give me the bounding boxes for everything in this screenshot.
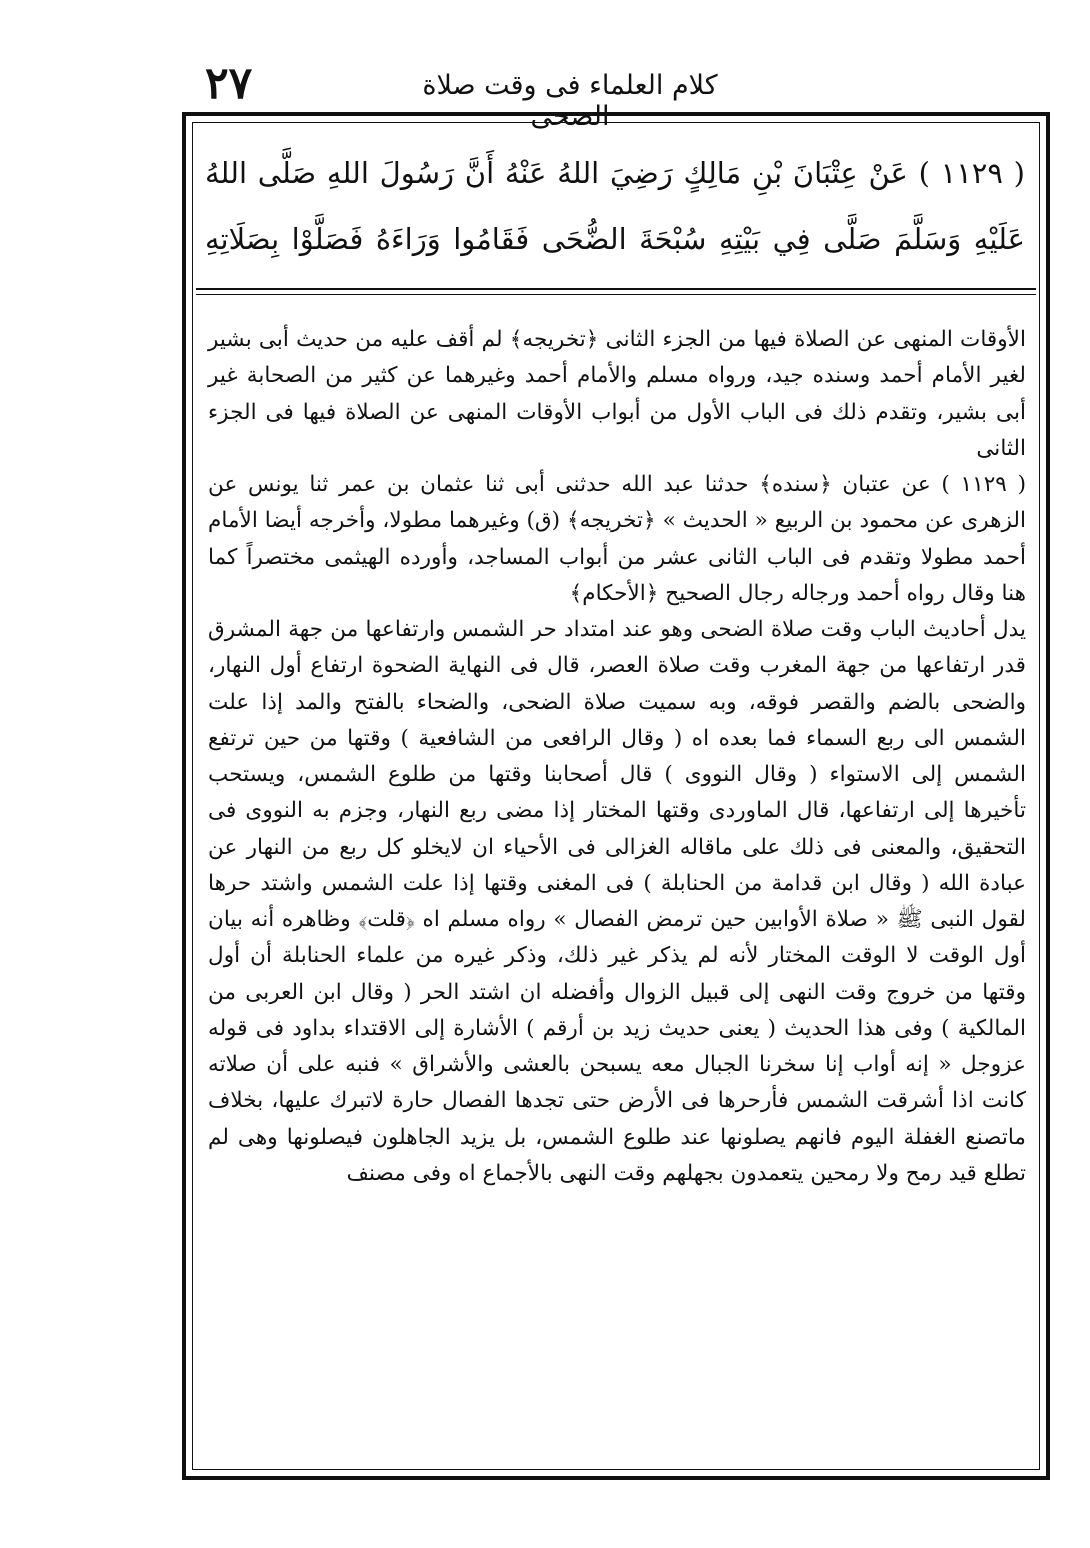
hadith-line-1: ( ١١٢٩ ) عَنْ عِتْبَانَ بْنِ مَالِكٍ رَضِيَ اللهُ عَنْهُ أَنَّ رَسُولَ اللهِ صَلَّى اللهُ <box>205 156 1025 190</box>
hadith-text <box>205 140 1025 272</box>
running-title: كلام العلماء فى وقت صلاة الضحى <box>422 70 718 132</box>
commentary-paragraph-3: يدل أحاديث الباب وقت صلاة الضحى وهو عند امتداد حر الشمس وارتفاعها من جهة المشرق قدر ارتفاعها من جهة المغرب وقت صلاة العصر، قال فى النهاية الضحوة ارتفاع أول النهار، والضحى بالضم والقصر فوقه، وبه سميت صلاة الضحى، والضحاء بالفتح والمد إذا علت الشمس الى ربع السماء فما بعده اه ( وقال الرافعى من الشافعية ) وقتها من حين ترتفع الشمس إلى الاستواء ( وقال النووى ) قال أصحابنا وقتها من طلوع الشمس، ويستحب تأخيرها إلى ارتفاعها، قال الماوردى وقتها المختار إذا مضى ربع النهار، وجزم به النووى فى التحقيق، والمعنى فى ذلك على ماقاله الغزالى فى الأحياء ان لايخلو كل ربع من النهار عن عبادة الله ( وقال ابن قدامة من الحنابلة ) فى المغنى وقتها إذا علت الشمس واشتد حرها لقول النبى ﷺ « صلاة الأوابين حين ترمض الفصال » رواه مسلم اه ﴿قلت﴾ وظاهره أنه بيان أول الوقت لا الوقت المختار لأنه لم يذكر غير ذلك، وذكر غيره من علماء الحنابلة أن أول وقتها من خروج وقت النهى إلى قبيل الزوال وأفضله ان اشتد الحر ( وقال ابن العربى من المالكية ) وفى هذا الحديث ( يعنى حديث زيد بن أرقم ) الأشارة إلى الاقتداء بداود فى قوله عزوجل « إنه أواب إنا سخرنا الجبال معه يسبحن بالعشى والأشراق » فنبه على أن صلاته كانت اذا أشرقت الشمس فأرحرها فى الأرض حتى تجدها الفصال حارة لاتبرك عليها، بخلاف ماتصنع الغفلة اليوم فانهم يصلونها عند طلوع الشمس، بل يزيد الجاهلون فيصلونها وهى لم تطلع قيد رمح ولا رمحين يتعمدون بجهلهم وقت النهى بالأجماع اه وفى مصنف <box>208 617 1026 1186</box>
section-divider-thin <box>196 294 1036 295</box>
hadith-line-2: عَلَيْهِ وَسَلَّمَ صَلَّى فِي بَيْتِهِ سُبْحَةَ الضُّحَى فَقَامُوا وَرَاءَهُ فَصَلَّوْا بِصَلَاتِهِ <box>205 222 1025 256</box>
commentary-paragraph-2: ( ١١٢٩ ) عن عتبان ﴿سنده﴾ حدثنا عبد الله حدثنى أبى ثنا عثمان بن عمر ثنا يونس عن الزهرى عن محمود بن الربيع « الحديث » ﴿تخريجه﴾ (ق) وغيرهما مطولا، وأخرجه أيضا الأمام أحمد مطولا وتقدم فى الباب الثانى عشر من أبواب المساجد، وأورده الهيثمى مختصراً كما هنا وقال رواه أحمد ورجاله رجال الصحيح ﴿الأحكام﴾ <box>208 472 1026 606</box>
page-number: ٢٧ <box>205 58 253 109</box>
commentary-body <box>208 322 1026 1192</box>
section-divider <box>196 288 1036 290</box>
commentary-paragraph-1: الأوقات المنهى عن الصلاة فيها من الجزء الثانى ﴿تخريجه﴾ لم أقف عليه من حديث أبى بشير لغير الأمام أحمد وسنده جيد، ورواه مسلم والأمام أحمد وغيرهما عن كثير من الصحابة غير أبى بشير، وتقدم ذلك فى الباب الأول من أبواب الأوقات المنهى عن الصلاة فيها فى الجزء الثانى <box>208 327 1026 461</box>
